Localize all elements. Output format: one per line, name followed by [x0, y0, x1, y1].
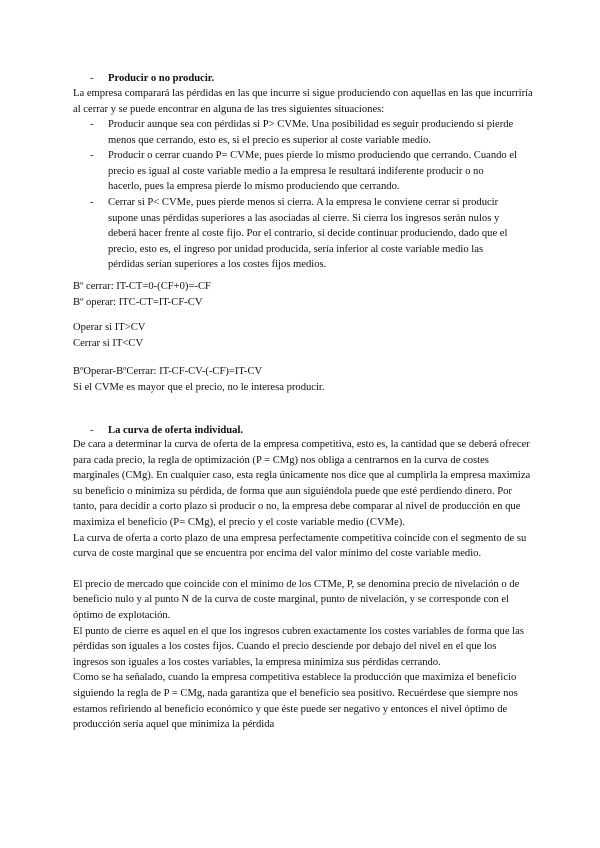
list-item: - Cerrar si P< CVMe, pues pierde menos si cierra. A la empresa le conviene cerrar si producir supone unas pérdidas superiores a las asociadas al cierre. Si cierra los ingresos serán nulos y deberá hacer frente al coste fijo. Por el contrario, si decide continuar produciendo, dado que el precio, esto es, el ingreso por unidad producida, sería inferior al coste variable medio las pérdidas serían superiores a los costes fijos medios. [90, 196, 508, 271]
formula-difference: BºOperar-BºCerrar: IT-CF-CV-(-CF)=IT-CV [73, 366, 263, 377]
formula-cerrar: Bº cerrar: IT-CT=0-(CF+0)=-CF [73, 281, 211, 292]
rule-cerrar: Cerrar si IT<CV [73, 337, 144, 349]
rules-block [73, 320, 533, 351]
list-item: - Producir aunque sea con pérdidas si P> CVMe. Una posibilidad es seguir produciendo si pierde menos que cerrando, esto es, si el precio es superior al coste variable medio. [90, 119, 514, 146]
bullet-dash: - [90, 425, 94, 436]
paragraph-nivelacion: El precio de mercado que coincide con el mínimo de los CTMe, P, se denomina precio de nivelación o de beneficio nulo y al punto N de la curva de coste marginal, punto de nivelación, y se corresponde con el óptimo de explotación. [73, 578, 520, 621]
body-section-2 [73, 437, 533, 733]
heading-text: Producir o no producir. [108, 73, 215, 84]
formula-operar: Bº operar: ITC-CT=IT-CF-CV [73, 296, 203, 308]
formula-block-1 [73, 279, 533, 310]
intro-paragraph: La empresa comparará las pérdidas en las que incurre si sigue produciendo con aquellas en las que incurriría al cerrar y se puede encontrar en alguna de las tres siguientes situaciones: [73, 88, 533, 115]
paragraph-beneficio: Como se ha señalado, cuando la empresa competitiva establece la producción que maximiza el beneficio siguiendo la regla de P = CMg, nada garantiza que el beneficio sea positivo. Recuérdese que siempre nos estamos refiriendo al beneficio económico y que éste puede ser negativo y entonces el nivel óptimo de producción sería aquel que minimiza la pérdida [73, 672, 518, 731]
paragraph-corto-plazo: La curva de oferta a corto plazo de una empresa perfectamente competitiva coincide con el segmento de su curva de coste marginal que se encuentra por encima del valor mínimo del coste variable medio. [73, 532, 527, 560]
conclusion-text: Si el CVMe es mayor que el precio, no le interesa producir. [73, 381, 325, 393]
heading-text: La curva de oferta individual. [108, 425, 244, 436]
paragraph-punto-cierre: El punto de cierre es aquel en el que los ingresos cubren exactamente los costes variables de forma que las pérdidas son iguales a los costes fijos. Cuando el precio desciende por debajo del nivel en el que los ingresos son iguales a los costes variables, la empresa minimiza sus pérdidas cerrando. [73, 625, 524, 668]
bullet-dash: - [90, 73, 94, 84]
paragraph-oferta: De cara a determinar la curva de oferta de la empresa competitiva, esto es, la cantidad que se deberá ofrecer para cada precio, la regla de optimización (P = CMg) nos obliga a centrarnos en la curva de costes marginales (CMg). En cualquier caso, esta regla únicamente nos dice que al cumplirla la empresa maximiza su beneficio o minimiza su pérdida, de forma que aun siguiéndola puede que esté perdiendo dinero. Por tanto, para decidir a corto plazo si producir o no, la empresa debe comparar al nivel de producción en que maximiza el beneficio (P= CMg), el precio y el coste variable medio (CVMe). [73, 439, 531, 528]
rule-operar: Operar si IT>CV [73, 322, 146, 333]
section-heading-producir [90, 71, 214, 87]
list-item: - Producir o cerrar cuando P= CVMe, pues pierde lo mismo produciendo que cerrando. Cuando el precio es igual al coste variable medio a la empresa le resultará indiferente producir o no hacerlo, pues la empresa pierde lo mismo produciendo que cerrando. [90, 150, 518, 193]
situations-list [90, 117, 520, 273]
formula-block-2 [73, 364, 533, 395]
